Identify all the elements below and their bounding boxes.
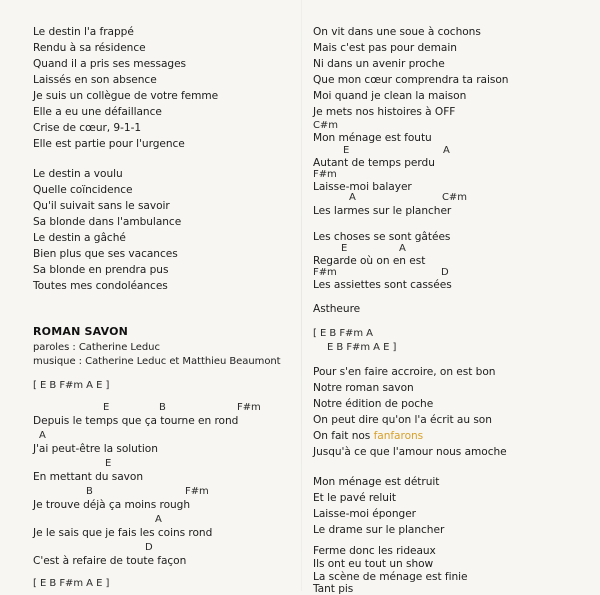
lyric-line: La scène de ménage est finie <box>313 571 468 583</box>
lyric-line: Autant de temps perdu <box>313 157 435 169</box>
chord-e: E <box>103 402 110 413</box>
chord-fsharp-m: F#m <box>185 486 209 497</box>
lyric-line: Et le pavé reluit <box>313 492 396 504</box>
lyric-line: Moi quand je clean la maison <box>313 90 467 102</box>
lyric-line: Je trouve déjà ça moins rough <box>33 499 191 511</box>
lyric-line: On vit dans une soue à cochons <box>313 26 481 38</box>
lyric-line: Depuis le temps que ça tourne en rond <box>33 415 239 427</box>
chord-e: E <box>343 145 350 156</box>
chord-a: A <box>155 514 162 525</box>
lyric-line: Qu'il suivait sans le savoir <box>33 200 170 212</box>
lyric-line: C'est à refaire de toute façon <box>33 555 187 567</box>
lyric-line: Laisse-moi éponger <box>313 508 416 520</box>
lyric-line: Jusqu'à ce que l'amour nous amoche <box>313 446 507 458</box>
lyric-line: Mon ménage est foutu <box>313 132 432 144</box>
lyric-line: Mais c'est pas pour demain <box>313 42 457 54</box>
chord-e: E <box>105 458 112 469</box>
lyric-line: Laisse-moi balayer <box>313 181 412 193</box>
lyric-line: Notre roman savon <box>313 382 414 394</box>
chord-fsharp-m: F#m <box>313 267 337 278</box>
credits-music: musique : Catherine Leduc et Matthieu Beaumont <box>33 356 281 367</box>
chord-a: A <box>399 243 406 254</box>
lyric-line: Le destin a gâché <box>33 232 126 244</box>
chord-a: A <box>443 145 450 156</box>
lyric-line: Le destin l'a frappé <box>33 26 134 38</box>
chord-d: D <box>441 267 449 278</box>
lyric-line: Je mets nos histoires à OFF <box>313 106 456 118</box>
lyric-line: Les choses se sont gâtées <box>313 231 451 243</box>
chord-a: A <box>39 430 46 441</box>
lyric-line: Les larmes sur le plancher <box>313 205 452 217</box>
lyric-line: Laissés en son absence <box>33 74 157 86</box>
chord-csharp-m: C#m <box>313 120 338 131</box>
lyric-line: Le destin a voulu <box>33 168 123 180</box>
lyric-line: Notre édition de poche <box>313 398 434 410</box>
lyric-line: En mettant du savon <box>33 471 143 483</box>
lyric-line: Quelle coïncidence <box>33 184 133 196</box>
lyric-line: Les assiettes sont cassées <box>313 279 452 291</box>
lyric-line: Bien plus que ses vacances <box>33 248 178 260</box>
lyric-line: Toutes mes condoléances <box>33 280 168 292</box>
chord-b: B <box>86 486 93 497</box>
lyric-line: Le drame sur le plancher <box>313 524 445 536</box>
lyric-line: Je suis un collègue de votre femme <box>33 90 219 102</box>
lyric-line: Quand il a pris ses messages <box>33 58 187 70</box>
highlighted-word: fanfarons <box>373 430 424 442</box>
song-title: ROMAN SAVON <box>33 325 129 338</box>
chord-d: D <box>145 542 153 553</box>
lyric-line: Regarde où on en est <box>313 255 426 267</box>
lyric-line <box>313 430 423 442</box>
chord-progression: E B F#m A E ] <box>327 342 397 353</box>
lyric-line: Rendu à sa résidence <box>33 42 146 54</box>
lyric-line: Sa blonde dans l'ambulance <box>33 216 182 228</box>
lyric-line: Ni dans un avenir proche <box>313 58 445 70</box>
lyric-line: Elle est partie pour l'urgence <box>33 138 185 150</box>
lyric-line: Ils ont eu tout un show <box>313 558 434 570</box>
chord-progression: [ E B F#m A <box>313 328 373 339</box>
lyric-line: On peut dire qu'on l'a écrit au son <box>313 414 492 426</box>
chord-fsharp-m: F#m <box>237 402 261 413</box>
lyric-fragment: On fait nos <box>313 430 374 442</box>
page-fold-divider <box>301 0 302 591</box>
lyric-line: Je le sais que je fais les coins rond <box>33 527 213 539</box>
chord-progression: [ E B F#m A E ] <box>33 380 110 391</box>
lyric-line: Pour s'en faire accroire, on est bon <box>313 366 496 378</box>
lyric-line: Crise de cœur, 9-1-1 <box>33 122 142 134</box>
chord-progression: [ E B F#m A E ] <box>33 578 110 589</box>
lyric-line: Que mon cœur comprendra ta raison <box>313 74 509 86</box>
lyric-line: Ferme donc les rideaux <box>313 545 436 557</box>
lyric-line: Astheure <box>313 303 361 315</box>
lyric-line: Mon ménage est détruit <box>313 476 440 488</box>
lyric-line: Sa blonde en prendra pus <box>33 264 169 276</box>
lyric-line: J'ai peut-être la solution <box>33 443 158 455</box>
chord-e: E <box>341 243 348 254</box>
chord-b: B <box>159 402 166 413</box>
lyric-line: Tant pis <box>313 583 354 595</box>
chord-a: A <box>349 192 356 203</box>
credits-lyrics: paroles : Catherine Leduc <box>33 342 160 353</box>
chord-fsharp-m: F#m <box>313 169 337 180</box>
lyric-line: Elle a eu une défaillance <box>33 106 162 118</box>
chord-csharp-m: C#m <box>442 192 467 203</box>
